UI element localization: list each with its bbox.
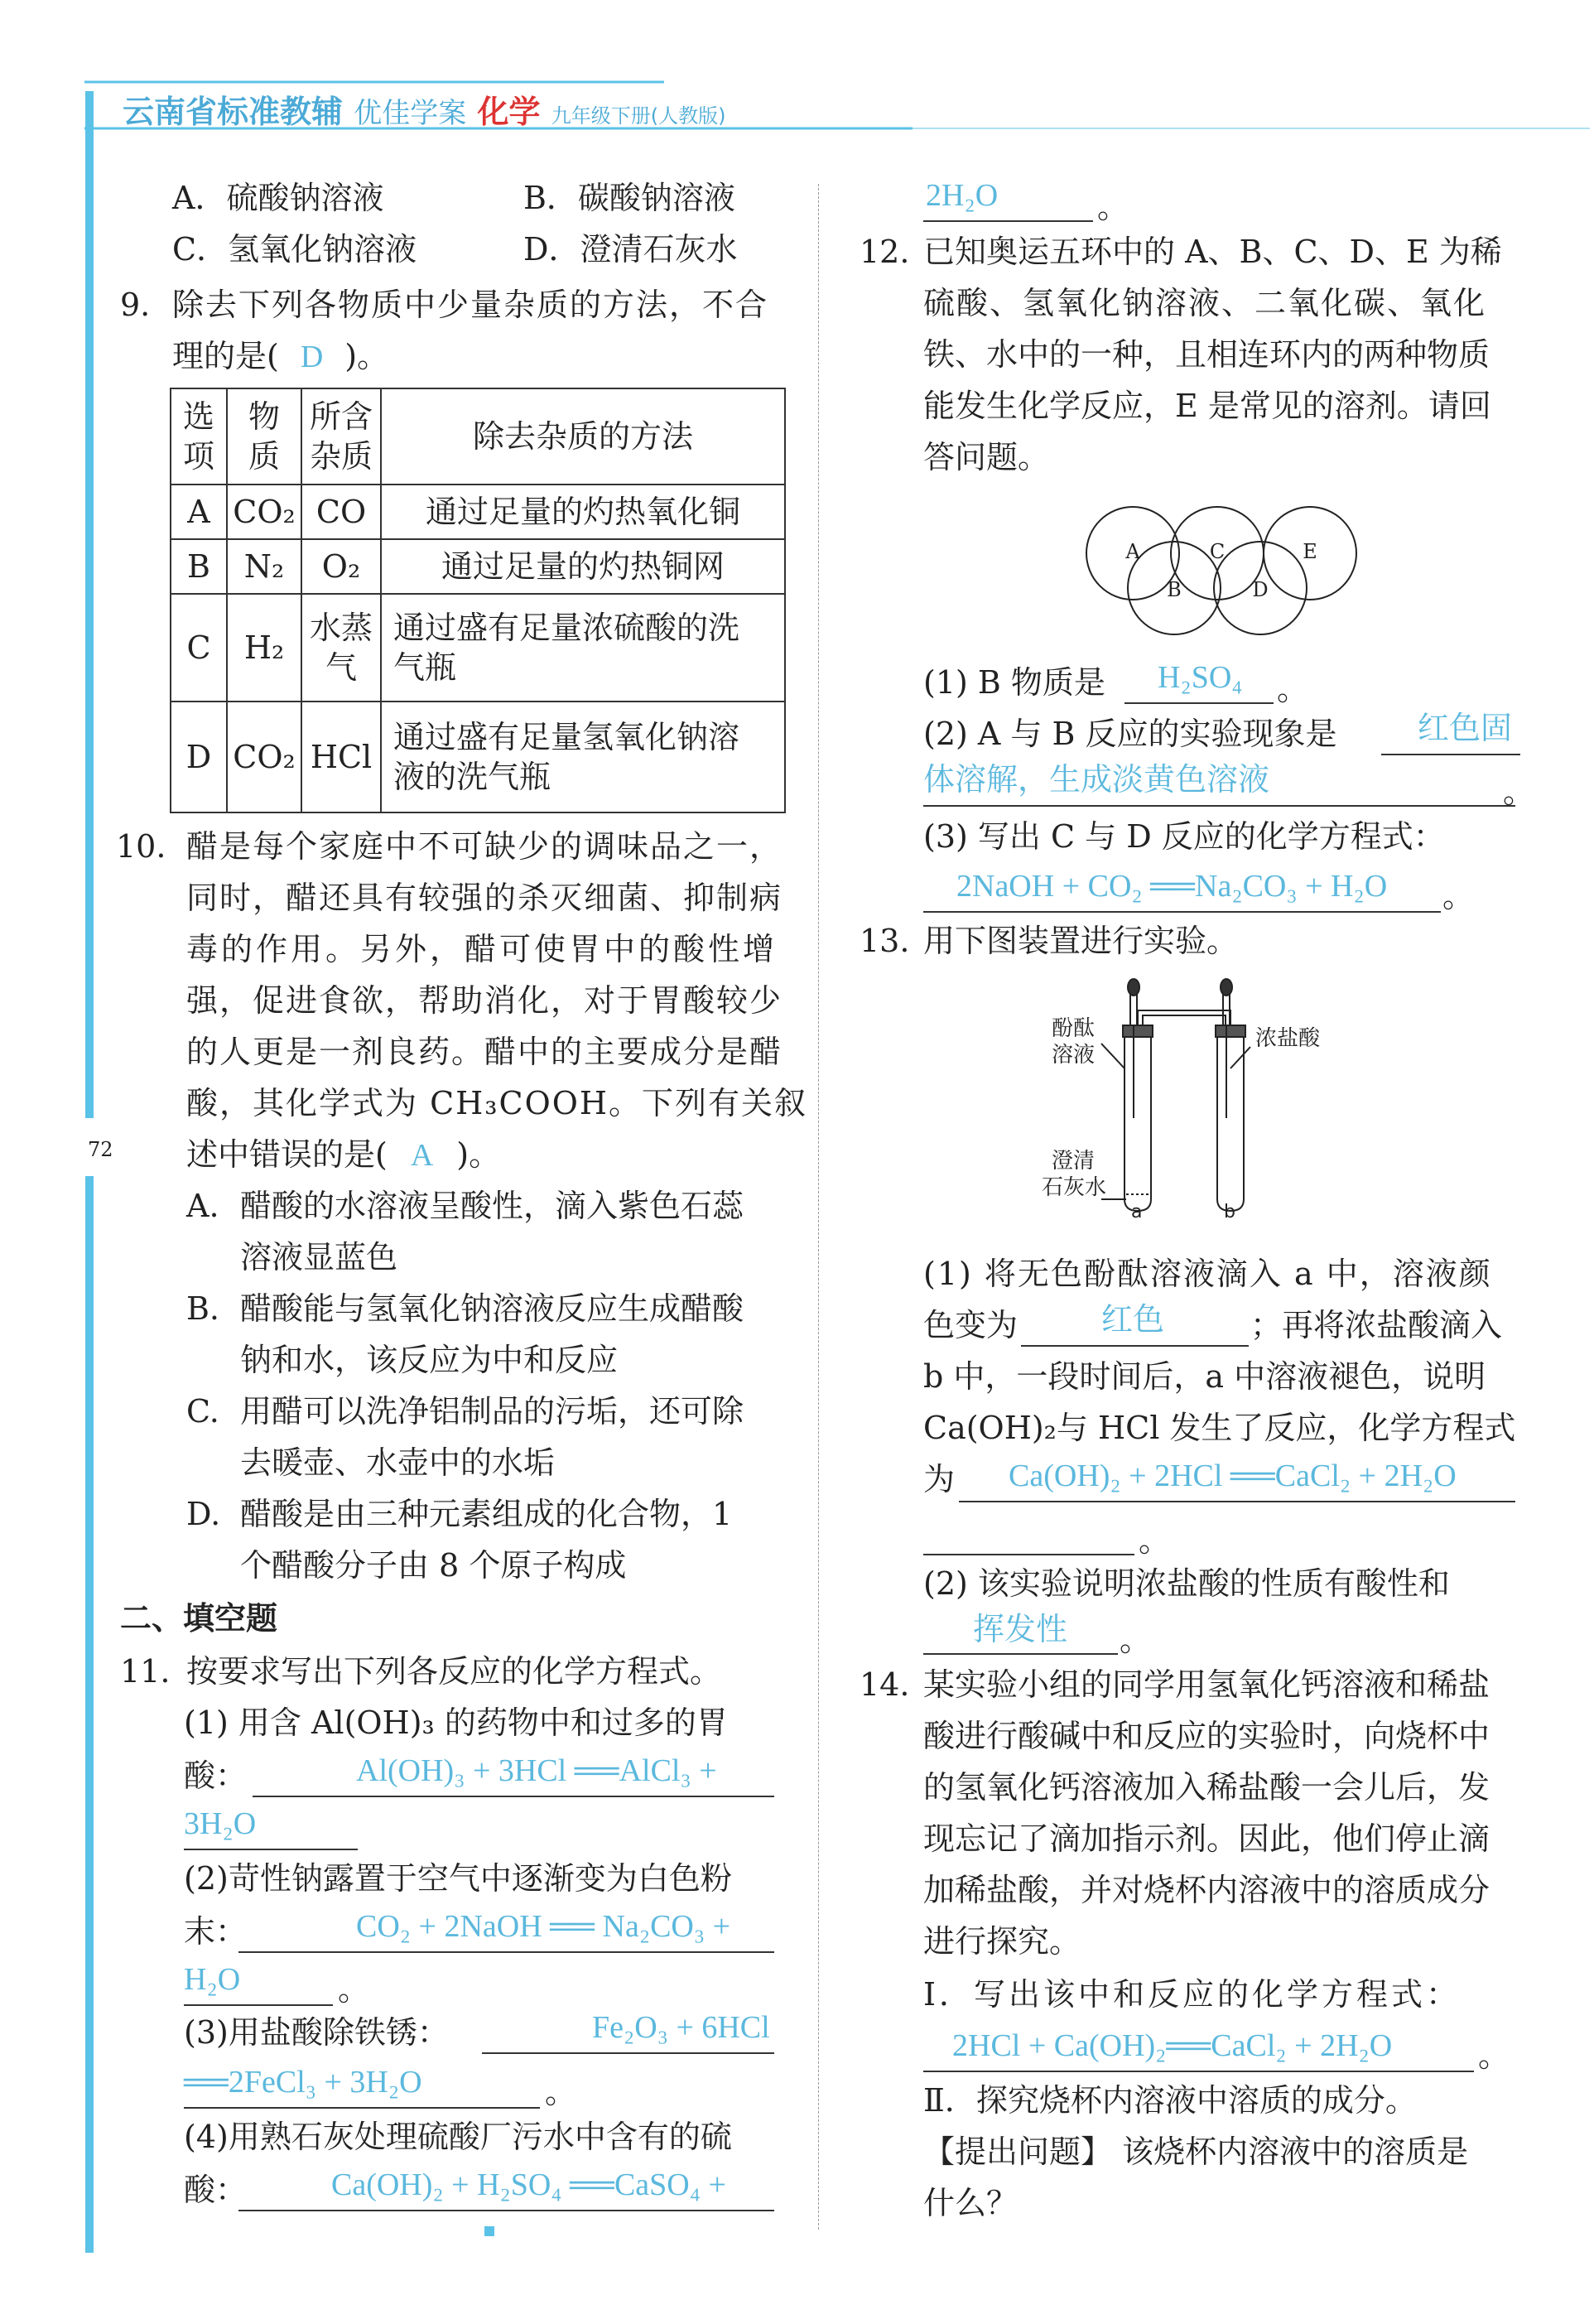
q8-option-b: B．碳酸钠溶液 <box>523 180 735 216</box>
cell-method: 通过足量的灼热氧化铜 <box>381 485 785 539</box>
ring-label-e: E <box>1303 540 1317 563</box>
bulb-a <box>1128 979 1139 996</box>
q11-4-text: (4)用熟石灰处理硫酸厂污水中含有的硫 <box>184 2119 732 2155</box>
q9-table <box>170 388 786 813</box>
q11-2-answer-cont: H₂O <box>184 1962 241 1997</box>
answer-line <box>1124 702 1274 704</box>
cell-impurity: HCl <box>301 702 381 812</box>
page-number: 72 <box>88 1138 113 1161</box>
q10-number: 10. <box>116 828 166 865</box>
table-row <box>171 485 785 539</box>
left-margin-bar-bottom <box>85 1176 94 2253</box>
q11-1-answer: Al(OH)₃ + 3HCl ══AlCl₃ + <box>356 1753 717 1788</box>
q14-question-2: 什么？ <box>923 2185 1019 2221</box>
q10-option-text: 用醋可以洗净铝制品的污垢，还可除 <box>240 1393 744 1430</box>
answer-line <box>184 1849 358 1850</box>
section-heading: 二、填空题 <box>120 1600 278 1637</box>
q14-step-1: Ⅰ．写出该中和反应的化学方程式： <box>923 1976 1462 2013</box>
q10-line: 毒的作用。另外，醋可使胃中的酸性增 <box>186 931 778 967</box>
q14-line: 加稀盐酸，并对烧杯内溶液中的溶质成分 <box>923 1872 1490 1908</box>
cell-option: D <box>171 702 227 812</box>
header-title <box>123 86 725 132</box>
period: 。 <box>1277 671 1309 707</box>
th-option: 选 项 <box>171 388 227 485</box>
q10-tail: )。 <box>456 1136 501 1173</box>
table-row <box>171 702 785 812</box>
stopper-a <box>1123 1025 1153 1037</box>
answer-line <box>923 805 1515 807</box>
label-phenolphthalein: 酚酞 <box>1052 1016 1096 1041</box>
series-name: 云南省标准教辅 <box>123 94 344 130</box>
q10-stem-end <box>186 1135 500 1175</box>
q12-2-answer: 红色固 <box>1418 711 1513 746</box>
th-substance: 物 质 <box>227 388 301 485</box>
answer-line <box>482 2052 774 2054</box>
tube-a <box>1124 1035 1151 1211</box>
q13-2-answer: 挥发性 <box>973 1613 1068 1647</box>
cell-option: B <box>171 539 227 594</box>
label-tube-b: b <box>1224 1202 1235 1222</box>
q11-2-text: (2)苛性钠露置于空气中逐渐变为白色粉 <box>184 1860 732 1897</box>
q10-line: 醋是每个家庭中不可缺少的调味品之一， <box>186 828 783 865</box>
u-tube-apparatus-diagram <box>1042 977 1341 1222</box>
q13-1-answer-eq: Ca(OH)₂ + 2HCl ══CaCl₂ + 2H₂O <box>1009 1459 1457 1493</box>
subject-name: 化学 <box>477 94 541 130</box>
q14-number: 14. <box>860 1666 910 1703</box>
q10-option-label: A. <box>186 1188 219 1224</box>
q10-option-text: 钠和水，该反应为中和反应 <box>240 1342 619 1378</box>
cell-impurity: O₂ <box>301 539 381 594</box>
q10-option-text: 醋酸能与氢氧化钠溶液反应生成醋酸 <box>240 1290 744 1327</box>
q11-4-lead: 酸： <box>184 2172 248 2208</box>
answer-line <box>959 1501 1515 1502</box>
q11-3-answer: Fe₂O₃ + 6HCl <box>592 2010 770 2045</box>
answer-line <box>923 220 1093 222</box>
q12-2-text: (2) A 与 B 反应的实验现象是 <box>923 716 1337 752</box>
bottom-marker <box>484 2226 494 2236</box>
q8-option-a: A．硫酸钠溶液 <box>172 180 384 216</box>
table-header-row <box>171 388 785 485</box>
q12-1-text: (1) B 物质是 <box>923 664 1105 701</box>
period: 。 <box>1442 878 1475 914</box>
label-phenolphthalein-2: 溶液 <box>1052 1043 1096 1068</box>
q12-1-answer: H₂SO₄ <box>1158 660 1243 695</box>
q10-option-text: 溶液显蓝色 <box>240 1239 398 1275</box>
q13-1-line5: 为 <box>923 1461 956 1497</box>
q13-1-lead: 色变为 <box>923 1307 1019 1343</box>
cell-method: 通过盛有足量浓硫酸的洗 气瓶 <box>381 594 785 702</box>
period: 。 <box>1503 774 1535 810</box>
q12-2-answer-cont: 体溶解，生成淡黄色溶液 <box>923 763 1270 798</box>
q11-1-text: (1) 用含 Al(OH)₃ 的药物中和过多的胃 <box>184 1704 728 1741</box>
bulb-b <box>1221 979 1232 996</box>
q14-line: 进行探究。 <box>923 1923 1081 1960</box>
cell-impurity: CO <box>301 485 381 539</box>
answer-line <box>1021 1345 1249 1347</box>
table-row <box>171 539 785 594</box>
q10-lead: 述中错误的是( <box>186 1136 388 1173</box>
q11-intro: 按要求写出下列各反应的化学方程式。 <box>186 1653 722 1690</box>
cell-option: C <box>171 594 227 702</box>
stopper-b <box>1216 1025 1245 1037</box>
dropper-a <box>1130 986 1137 1118</box>
q9-number: 9. <box>120 287 151 323</box>
q9-lead: 理的是( <box>172 338 279 374</box>
label-limewater-2: 石灰水 <box>1042 1175 1107 1200</box>
period: 。 <box>338 1971 370 2008</box>
answer-line <box>184 2004 333 2006</box>
th-method: 除去杂质的方法 <box>381 388 785 485</box>
q10-option-label: C. <box>186 1393 219 1430</box>
q11-2-answer: CO₂ + 2NaOH ══ Na₂CO₃ + <box>356 1909 731 1944</box>
cell-substance: CO₂ <box>227 485 301 539</box>
th-impurity: 所含 杂质 <box>301 388 381 485</box>
q14-line: 某实验小组的同学用氢氧化钙溶液和稀盐 <box>923 1666 1490 1703</box>
ring-label-c: C <box>1209 540 1226 563</box>
ring-label-a: A <box>1125 540 1140 563</box>
q10-line: 强，促进食欲，帮助消化，对于胃酸较少 <box>186 982 783 1019</box>
q12-line: 硫酸、氢氧化钠溶液、二氧化碳、氧化 <box>923 285 1487 321</box>
q14-line: 现忘记了滴加指示剂。因此，他们停止滴 <box>923 1820 1490 1857</box>
q11-number: 11. <box>120 1653 171 1690</box>
label-limewater: 澄清 <box>1052 1149 1096 1174</box>
q14-step-2: Ⅱ．探究烧杯内溶液中溶质的成分。 <box>923 2082 1417 2119</box>
q12-3-text: (3) 写出 C 与 D 反应的化学方程式： <box>923 818 1445 855</box>
answer-line <box>923 1554 1134 1555</box>
q11-1-lead: 酸： <box>184 1757 248 1794</box>
q8-option-d: D．澄清石灰水 <box>523 231 738 268</box>
book-name: 优佳学案 <box>354 97 467 130</box>
q12-line: 铁、水中的一种，且相连环内的两种物质 <box>923 336 1490 373</box>
cell-method: 通过盛有足量氢氧化钠溶 液的洗气瓶 <box>381 702 785 812</box>
answer-line <box>253 1796 774 1797</box>
q11-3-answer-cont: ══2FeCl₃ + 3H₂O <box>184 2065 422 2100</box>
q10-option-label: B. <box>186 1290 220 1327</box>
q10-option-text: 醋酸是由三种元素组成的化合物，1 <box>240 1496 733 1532</box>
ring-label-d: D <box>1252 578 1269 601</box>
q10-option-text: 去暖壶、水壶中的水垢 <box>240 1444 556 1481</box>
q12-line: 答问题。 <box>923 439 1050 475</box>
period: 。 <box>1139 1522 1171 1559</box>
q10-option-text: 个醋酸分子由 8 个原子构成 <box>240 1547 627 1584</box>
period: 。 <box>1097 189 1129 225</box>
q10-line: 同时，醋还具有较强的杀灭细菌、抑制病 <box>186 880 783 916</box>
q13-intro: 用下图装置进行实验。 <box>923 923 1239 959</box>
answer-line <box>923 911 1441 913</box>
olympic-rings-diagram <box>1085 505 1408 638</box>
left-margin-bar-top <box>85 91 94 1118</box>
q13-1-text: (1) 将无色酚酞溶液滴入 a 中，溶液颜 <box>923 1256 1492 1292</box>
q11-3-text: (3)用盐酸除铁锈： <box>184 2014 449 2051</box>
cell-substance: H₂ <box>227 594 301 702</box>
ring-label-b: B <box>1167 578 1182 601</box>
period: 。 <box>1120 1622 1152 1658</box>
q13-2-text: (2) 该实验说明浓盐酸的性质有酸性和 <box>923 1565 1450 1602</box>
cell-method: 通过足量的灼热铜网 <box>381 539 785 594</box>
answer-line <box>184 2107 540 2109</box>
column-divider <box>818 184 819 2230</box>
q12-line: 已知奥运五环中的 A、B、C、D、E 为稀 <box>923 234 1502 270</box>
q9-tail: )。 <box>344 338 389 374</box>
q10-option-text: 醋酸的水溶液呈酸性，滴入紫色石蕊 <box>240 1188 744 1224</box>
grade-name: 九年级下册(人教版) <box>551 104 726 128</box>
q11-4-answer: Ca(OH)₂ + H₂SO₄ ══CaSO₄ + <box>331 2167 726 2202</box>
q14-question: 【提出问题】 该烧杯内溶液中的溶质是 <box>923 2134 1469 2170</box>
period: 。 <box>1478 2037 1510 2074</box>
dropper-b <box>1223 986 1230 1118</box>
answer-line <box>923 1653 1118 1655</box>
q13-number: 13. <box>860 923 910 959</box>
q13-1-tail: ；再将浓盐酸滴入 <box>1250 1307 1503 1343</box>
q13-1-line4: Ca(OH)₂与 HCl 发生了反应，化学方程式 <box>923 1410 1516 1446</box>
q9-text-2 <box>172 336 388 377</box>
cell-impurity: 水蒸 气 <box>301 594 381 702</box>
q9-answer: D <box>300 340 324 374</box>
answer-line <box>923 2071 1474 2072</box>
q10-answer: A <box>410 1138 434 1173</box>
q11-1-answer-cont: 3H₂O <box>184 1806 257 1841</box>
q13-1-answer: 红色 <box>1101 1303 1165 1338</box>
q10-line: 的人更是一剂良药。醋中的主要成分是醋 <box>186 1034 783 1070</box>
q8-option-c: C．氢氧化钠溶液 <box>172 231 417 268</box>
cell-option: A <box>171 485 227 539</box>
q14-line: 的氢氧化钙溶液加入稀盐酸一会儿后，发 <box>923 1769 1490 1806</box>
period: 。 <box>545 2074 577 2110</box>
tube-b <box>1217 1035 1244 1211</box>
q14-line: 酸进行酸碱中和反应的实验时，向烧杯中 <box>923 1718 1490 1754</box>
label-tube-a: a <box>1131 1202 1143 1222</box>
q14-step-1-answer: 2HCl + Ca(OH)₂══CaCl₂ + 2H₂O <box>952 2028 1393 2063</box>
answer-line <box>238 1951 774 1953</box>
q9-text: 除去下列各物质中少量杂质的方法，不合 <box>172 287 769 323</box>
cell-substance: CO₂ <box>227 702 301 812</box>
q13-1-line3: b 中，一段时间后，a 中溶液褪色，说明 <box>923 1358 1486 1395</box>
q10-line: 酸，其化学式为 CH₃COOH。下列有关叙 <box>186 1085 808 1121</box>
label-conc-hcl: 浓盐酸 <box>1255 1026 1321 1051</box>
q11-4-answer-cont: 2H₂O <box>926 178 999 213</box>
q10-option-label: D. <box>186 1496 221 1532</box>
table-row <box>171 594 785 702</box>
q11-2-lead: 末： <box>184 1913 248 1950</box>
q12-line: 能发生化学反应，E 是常见的溶剂。请回 <box>923 388 1491 424</box>
q12-3-answer: 2NaOH + CO₂ ══Na₂CO₃ + H₂O <box>956 869 1388 904</box>
answer-line <box>1381 754 1520 755</box>
answer-line <box>238 2210 774 2211</box>
cell-substance: N₂ <box>227 539 301 594</box>
q12-number: 12. <box>860 234 910 270</box>
